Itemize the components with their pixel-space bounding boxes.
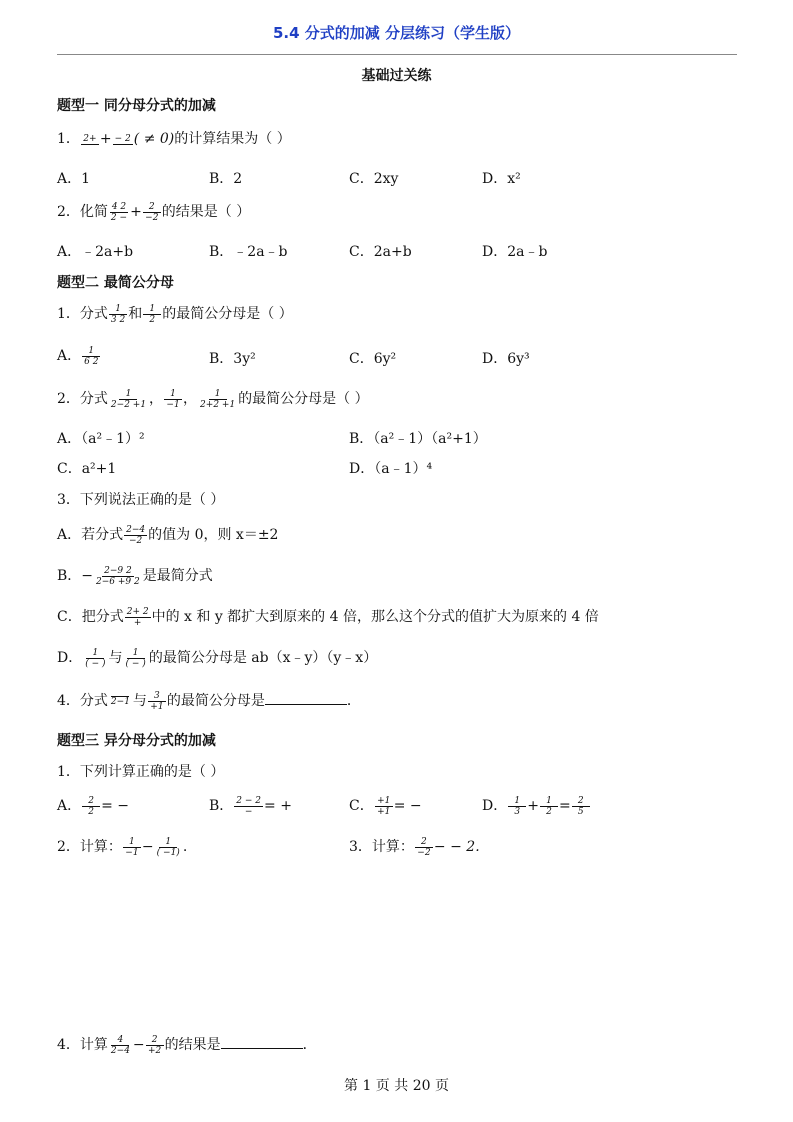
option-label: A． (57, 348, 82, 364)
frac-den: − (244, 806, 253, 817)
frac-num: 1 (159, 837, 177, 848)
equals-sign: = (558, 798, 571, 814)
option-prefix: D． (57, 650, 83, 666)
option-rest: = − (393, 798, 422, 814)
frac-num: 1 (209, 389, 227, 400)
s2-q3-stem: 3．下列说法正确的是（ ） (57, 492, 225, 508)
s1-q1-option-d: D．x² (482, 171, 521, 187)
s2-q1-frac1 (109, 304, 127, 325)
s3-q4-frac2 (146, 1035, 164, 1056)
frac-num: 2−9 2 (104, 565, 132, 576)
frac-den: + (133, 617, 142, 628)
frac-den: +1 (150, 701, 164, 712)
frac-num: 2 (82, 796, 100, 807)
frac-num: 3 (148, 691, 166, 702)
s3-q2 (57, 836, 187, 858)
s3-q2-prefix: 2．计算： (57, 839, 122, 855)
s3-q4 (57, 1034, 317, 1056)
frac-den: +1 (377, 806, 391, 817)
frac-den: 2 − (110, 212, 128, 223)
frac-num: 1 (508, 796, 526, 807)
s1-q1-prefix: 1． (57, 131, 80, 147)
s2-q3-b-frac (94, 566, 142, 587)
s1-q2-frac2 (143, 202, 161, 223)
frac-den: 2−6 +9 2 (96, 576, 140, 587)
s2-q2-frac2 (164, 389, 182, 410)
s1-q2 (57, 201, 250, 223)
s2-q3-option-a (57, 524, 278, 546)
frac-num: 2+ 2 (126, 606, 149, 617)
s2-q2-frac1 (109, 389, 148, 410)
s3-q1-d-frac3 (572, 796, 590, 817)
s3-q3-frac (415, 837, 433, 858)
s3-q3-prefix: 3．计算： (349, 839, 414, 855)
frac-num: 2 (415, 837, 433, 848)
frac-den: 2−4 (110, 1045, 130, 1056)
s1-q1-option-a: A．1 (57, 171, 91, 187)
frac-den: −2 (128, 535, 143, 546)
option-suffix: 是最简分式 (142, 568, 213, 584)
s2-q4-prefix: 4．分式 (57, 693, 108, 709)
frac-num: 2 − 2 (236, 795, 262, 806)
section-1-title: 题型一 同分母分式的加减 (57, 98, 216, 114)
minus-sign: − (132, 1037, 145, 1053)
option-rest: = − (101, 798, 130, 814)
frac-den: 2+2 +1 (200, 399, 236, 410)
s3-q4-prefix: 4．计算 (57, 1037, 108, 1053)
s2-q1-frac2 (143, 304, 161, 325)
s2-q2-option-a: A．（a²﹣1）² (57, 431, 145, 447)
s3-q1-stem: 1．下列计算正确的是（ ） (57, 764, 225, 780)
s2-q4 (57, 690, 361, 712)
s2-q4-suffix: 的最简公分母是 (166, 693, 265, 709)
s1-q1 (57, 128, 291, 148)
frac-den: 5 (577, 806, 584, 817)
option-suffix: 的值为 0，则 x＝±2 (148, 527, 279, 543)
s1-q1-frac2 (113, 134, 133, 145)
s2-q2-option-d: D．（a﹣1）⁴ (349, 461, 433, 477)
s2-q1-a-frac (82, 346, 100, 367)
s3-q1-option-b (209, 795, 292, 817)
frac-num: 2 (146, 1035, 164, 1046)
option-suffix: 中的 x 和 y 都扩大到原来的 4 倍，那么这个分式的值扩大为原来的 4 倍 (151, 609, 599, 625)
s2-q2 (57, 388, 369, 410)
frac-den: −2 (417, 847, 431, 858)
frac-den: 2−1 (110, 696, 130, 707)
option-suffix: 的最简公分母是 ab（x﹣y）（y﹣x） (148, 650, 378, 666)
s2-q3-option-d (57, 647, 377, 669)
option-prefix: A．若分式 (57, 527, 124, 543)
s3-q3-rest: − − 2. (433, 839, 480, 855)
option-prefix: C．把分式 (57, 609, 124, 625)
frac-num: 4 (111, 1035, 129, 1046)
answer-blank[interactable] (221, 1048, 303, 1049)
option-mid: 与 (108, 650, 123, 666)
s3-q4-end: ． (302, 1037, 317, 1053)
frac-num: 2 (572, 796, 590, 807)
s3-q1-option-c (349, 795, 422, 817)
s2-q4-end: ． (346, 693, 361, 709)
s3-q1-b-frac (234, 796, 263, 817)
s3-q1-option-d (482, 795, 591, 817)
minus-sign: − (141, 839, 154, 855)
option-rest: = + (264, 798, 292, 814)
page-header-title: 5.4 分式的加减 分层练习（学生版） (272, 24, 521, 42)
frac-den: +2 (148, 1045, 162, 1056)
subtitle: 基础过关练 (361, 68, 432, 84)
separator: ， (183, 391, 198, 407)
frac-num: 1 (540, 796, 558, 807)
frac-num: 2 (143, 202, 161, 213)
s3-q2-frac1 (123, 837, 141, 858)
s1-q1-option-b: B．2 (209, 171, 243, 187)
frac-num: 2+ (81, 134, 99, 145)
s2-q3-option-b (57, 565, 213, 587)
s3-q3 (349, 836, 480, 858)
frac-den: ( − ) (85, 658, 106, 669)
s2-q1-mid: 和 (128, 306, 143, 322)
s2-q4-frac1 (109, 696, 132, 707)
option-label: B． (209, 798, 234, 814)
s2-q1-option-a (57, 345, 101, 367)
frac-den: 6 2 (84, 356, 99, 367)
s2-q2-option-c: C．a²+1 (57, 461, 117, 477)
frac-num: 1 (123, 837, 141, 848)
option-label: D． (482, 798, 508, 814)
answer-blank[interactable] (265, 704, 347, 705)
frac-den: ( −1) (156, 847, 180, 858)
s2-q1-option-d: D．6y³ (482, 351, 530, 367)
s3-q1-c-frac (375, 796, 393, 817)
frac-den: 3 2 (110, 314, 126, 325)
frac-den: −1 (125, 847, 139, 858)
frac-den: −2 (145, 212, 159, 223)
s3-q1-d-frac2 (540, 796, 558, 817)
frac-den: 2 (546, 806, 552, 817)
s2-q3-c-frac (125, 607, 151, 628)
s3-q1-d-frac1 (508, 796, 526, 817)
section-3-title: 题型三 异分母分式的加减 (57, 733, 216, 749)
s1-q2-prefix: 2．化简 (57, 204, 108, 220)
s2-q2-prefix: 2．分式 (57, 391, 108, 407)
frac-num: 1 (119, 389, 137, 400)
s1-q2-option-d: D．2a﹣b (482, 244, 548, 260)
option-label: C． (349, 798, 374, 814)
s2-q2-suffix: 的最简公分母是（ ） (238, 391, 369, 407)
s1-q1-suffix: 的计算结果为（ ） (174, 131, 291, 147)
s3-q2-frac2 (155, 837, 182, 858)
s1-q2-frac1 (109, 202, 129, 223)
frac-den: 2 (149, 314, 156, 325)
page-footer: 第 1 页 共 20 页 (344, 1078, 449, 1094)
s3-q1-option-a (57, 795, 129, 817)
s1-q2-option-c: C．2a+b (349, 244, 412, 260)
s2-q3-d-frac2 (124, 648, 148, 669)
frac-num: 1 (164, 389, 182, 400)
plus-sign: + (527, 798, 539, 814)
s1-q2-option-b: B．﹣2a﹣b (209, 244, 288, 260)
s2-q1-suffix: 的最简公分母是（ ） (162, 306, 293, 322)
frac-num: 1 (109, 304, 127, 315)
s2-q3-d-frac1 (83, 648, 107, 669)
s1-q1-option-c: C．2xy (349, 171, 399, 187)
frac-den: ( − ) (125, 658, 146, 669)
frac-num: 1 (86, 648, 104, 659)
frac-num: 4 2 (111, 201, 127, 212)
s3-q4-suffix: 的结果是 (164, 1037, 221, 1053)
s3-q1-a-frac (82, 796, 100, 817)
s2-q1 (57, 303, 293, 325)
frac-den: 2 (88, 806, 94, 817)
s1-q1-frac1 (81, 134, 99, 145)
s2-q1-option-c: C．6y² (349, 351, 397, 367)
frac-num: 1 (127, 648, 145, 659)
frac-num: 1 (143, 304, 161, 315)
s2-q4-mid: 与 (132, 693, 147, 709)
plus-sign: + (99, 131, 112, 147)
s1-q2-option-a: A．﹣2a+b (57, 244, 134, 260)
frac-num: 2−4 (126, 524, 146, 535)
s1-q2-suffix: 的结果是（ ） (161, 204, 251, 220)
header-divider (57, 54, 737, 55)
s3-q2-end: . (182, 839, 188, 855)
s2-q1-option-b: B．3y² (209, 351, 256, 367)
frac-num: 1 (82, 346, 100, 357)
frac-den: 2−2 +1 (110, 399, 147, 410)
frac-den: −1 (166, 399, 180, 410)
option-prefix: B．− (57, 568, 94, 584)
frac-num: +1 (375, 796, 393, 807)
s2-q3-a-frac (124, 525, 147, 546)
s2-q2-frac3 (198, 389, 237, 410)
section-2-title: 题型二 最简公分母 (57, 275, 174, 291)
s2-q2-option-b: B．（a²﹣1）（a²+1） (349, 431, 487, 447)
s2-q1-prefix: 1．分式 (57, 306, 108, 322)
s1-q1-condition: ( ≠ 0) (133, 131, 175, 147)
frac-num: − 2 (114, 133, 131, 144)
s2-q3-option-c (57, 606, 599, 628)
plus-sign: + (130, 204, 142, 220)
s3-q4-frac1 (109, 1035, 132, 1056)
frac-den: 3 (514, 806, 521, 817)
option-label: A． (57, 798, 82, 814)
separator: ， (149, 391, 164, 407)
s2-q4-frac2 (148, 691, 166, 712)
